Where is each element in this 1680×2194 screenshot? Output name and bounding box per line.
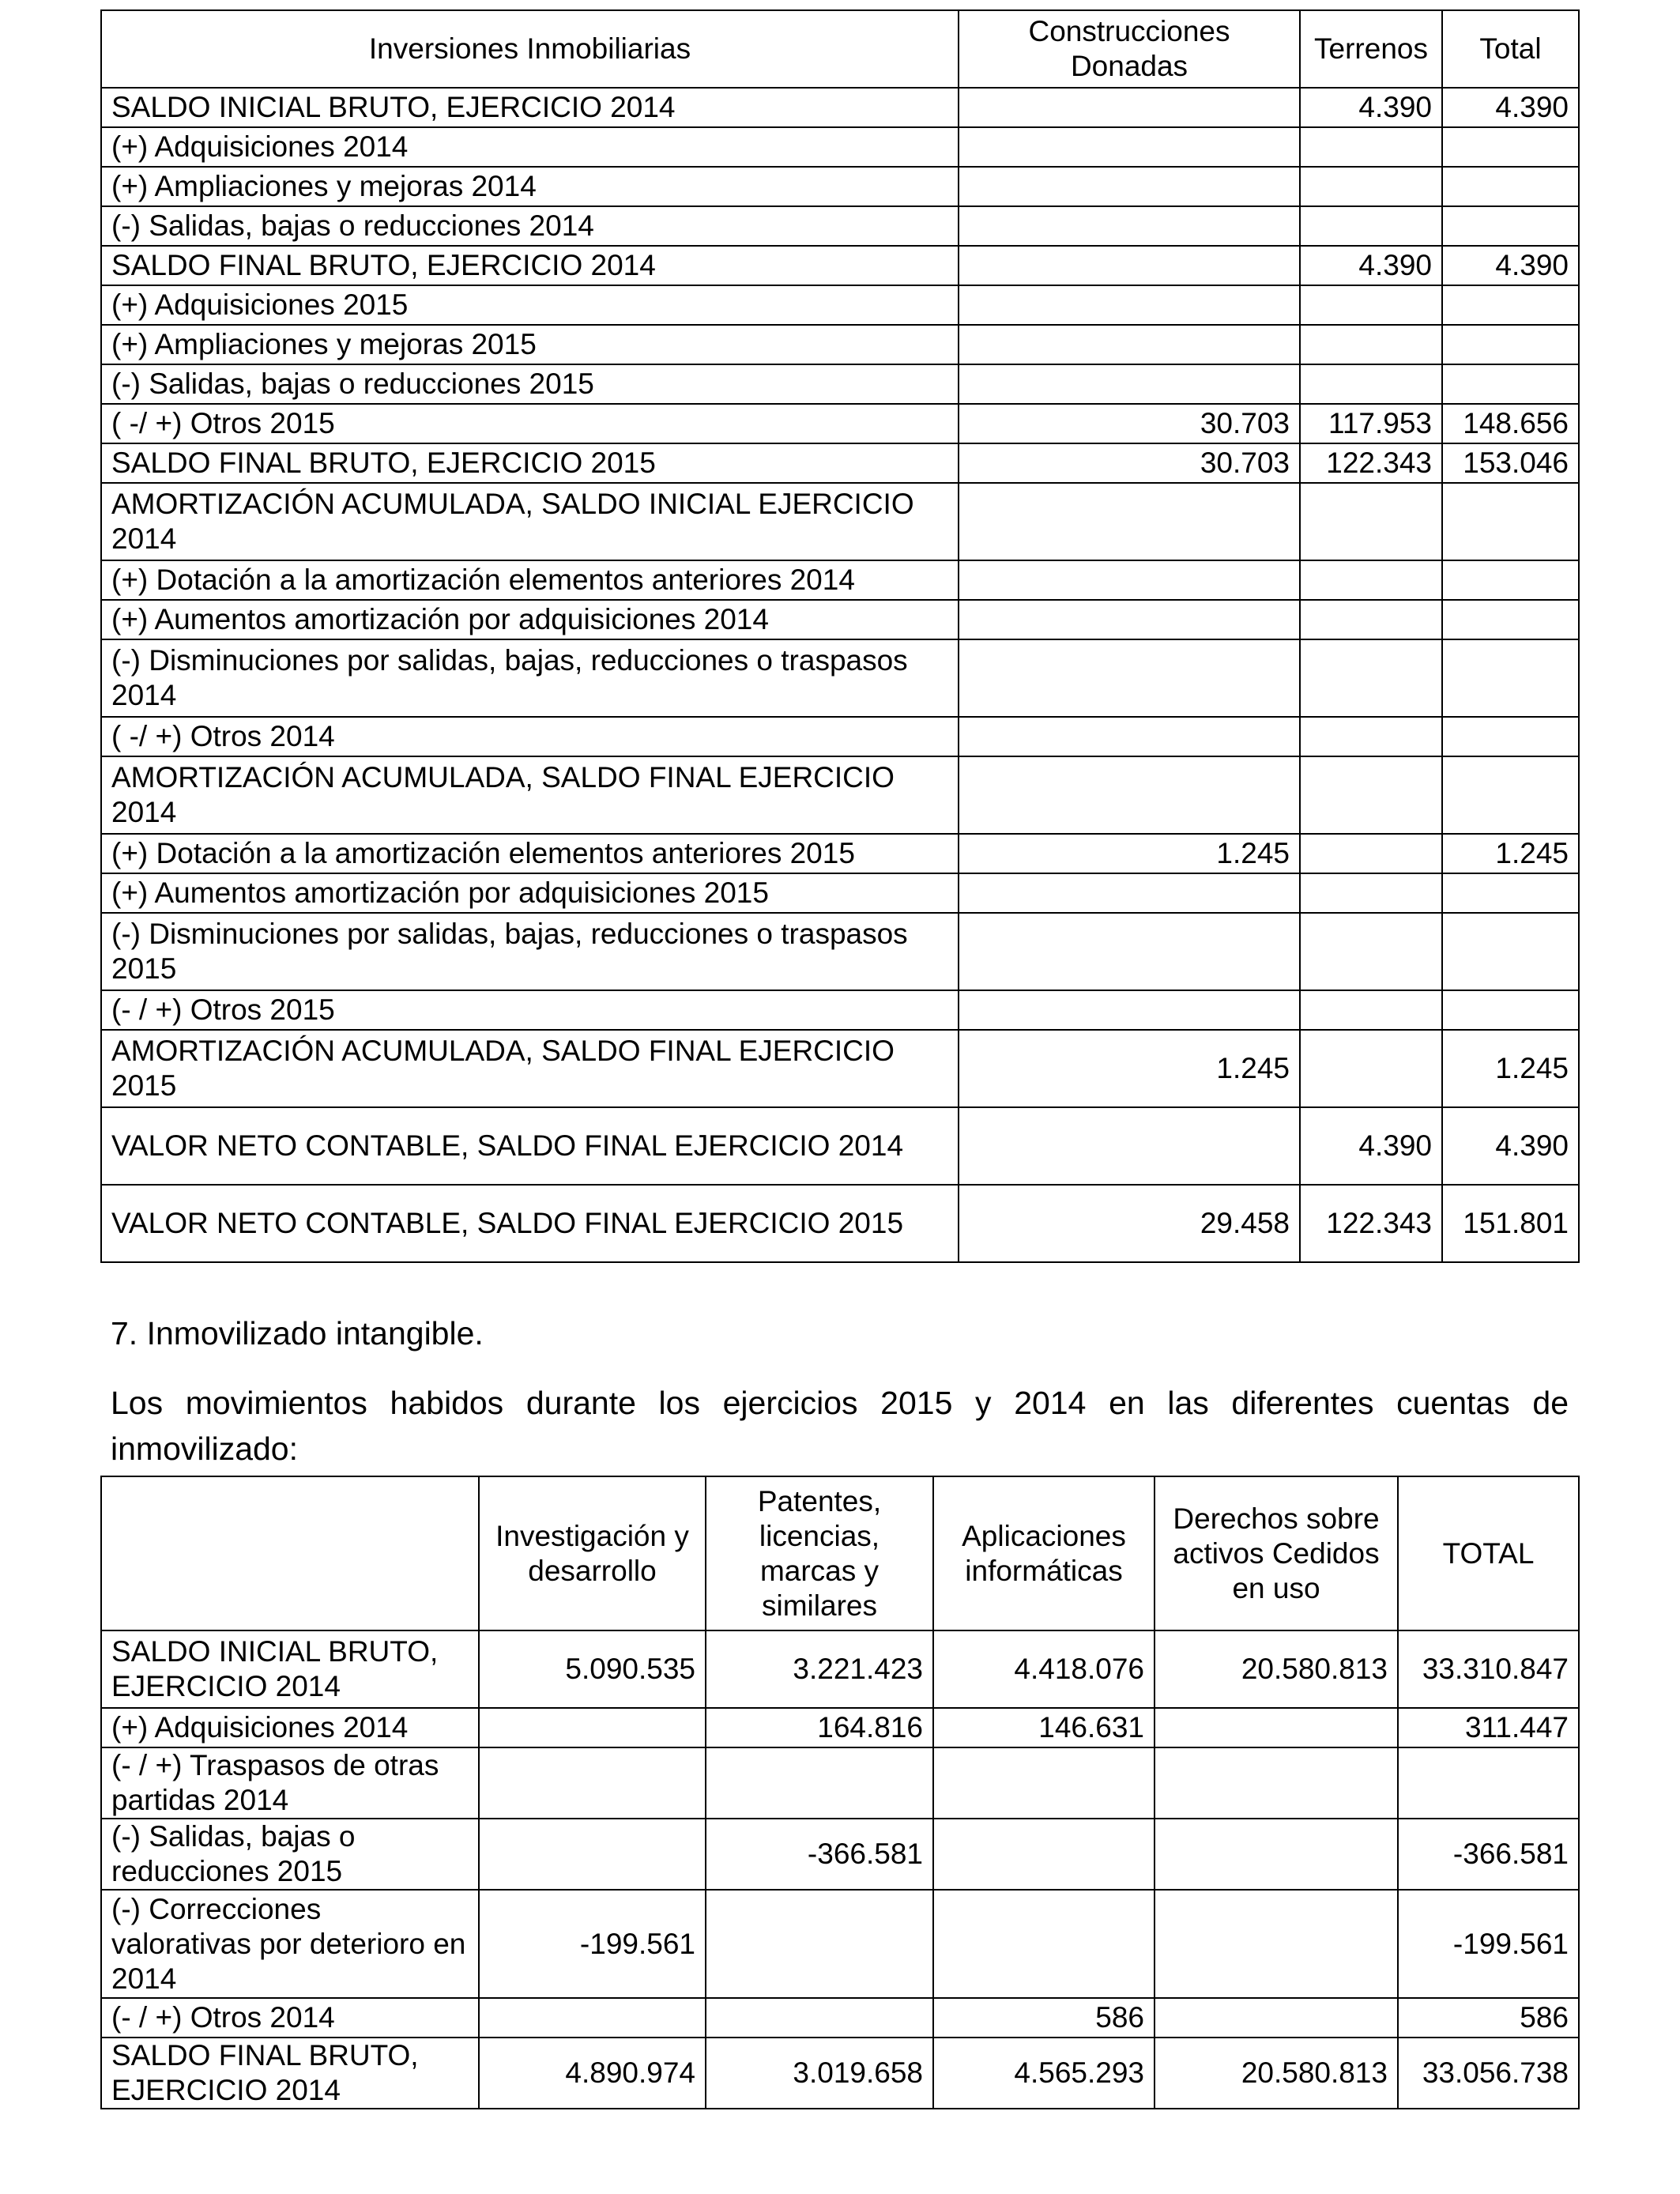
cell-value: [959, 756, 1300, 834]
column-header: TOTAL: [1398, 1476, 1579, 1630]
cell-value: [959, 285, 1300, 325]
cell-value: [1300, 364, 1442, 404]
cell-value: [1300, 756, 1442, 834]
cell-value: [959, 88, 1300, 127]
cell-value: [1300, 325, 1442, 364]
row-label: ( -/ +) Otros 2015: [101, 404, 959, 443]
table-row: [101, 1630, 1579, 1708]
cell-value: [1300, 913, 1442, 990]
cell-value: [1300, 127, 1442, 167]
cell-value: 4.418.076: [933, 1630, 1155, 1708]
cell-value: 33.310.847: [1398, 1630, 1579, 1708]
cell-value: 1.245: [959, 834, 1300, 873]
column-header: Construcciones Donadas: [959, 10, 1300, 88]
table-row: [101, 127, 1579, 167]
cell-value: 1.245: [959, 1030, 1300, 1107]
row-label: (-) Disminuciones por salidas, bajas, reducciones o traspasos 2015: [101, 913, 959, 990]
row-label: (+) Aumentos amortización por adquisiciones 2015: [101, 873, 959, 913]
cell-value: 153.046: [1442, 443, 1579, 483]
cell-value: 4.390: [1300, 1107, 1442, 1185]
cell-value: [706, 1747, 933, 1819]
cell-value: 122.343: [1300, 443, 1442, 483]
intangible-assets-table: [100, 1476, 1580, 2109]
cell-value: [933, 1890, 1155, 1998]
investment-property-table: [100, 9, 1580, 1263]
column-header: Derechos sobre activos Cedidos en uso: [1155, 1476, 1398, 1630]
cell-value: [1155, 1708, 1398, 1747]
cell-value: [959, 639, 1300, 717]
cell-value: [1300, 483, 1442, 560]
table-row: [101, 1747, 1579, 1819]
row-label: (+) Adquisiciones 2014: [101, 127, 959, 167]
cell-value: [479, 1819, 706, 1890]
cell-value: [1398, 1747, 1579, 1819]
cell-value: 3.019.658: [706, 2038, 933, 2109]
cell-value: [1300, 560, 1442, 600]
cell-value: [1442, 483, 1579, 560]
cell-value: 1.245: [1442, 1030, 1579, 1107]
cell-value: [1300, 717, 1442, 756]
cell-value: 1.245: [1442, 834, 1579, 873]
section-paragraph: Los movimientos habidos durante los ejercicios 2015 y 2014 en las diferentes cuentas de inmovilizado:: [111, 1385, 1569, 1467]
cell-value: [706, 1890, 933, 1998]
cell-value: -199.561: [479, 1890, 706, 1998]
column-header: [101, 1476, 479, 1630]
table-row: [101, 483, 1579, 560]
cell-value: 4.390: [1442, 246, 1579, 285]
cell-value: 4.390: [1442, 1107, 1579, 1185]
row-label: SALDO INICIAL BRUTO, EJERCICIO 2014: [101, 88, 959, 127]
table-row: [101, 1030, 1579, 1107]
cell-value: [1442, 873, 1579, 913]
cell-value: 5.090.535: [479, 1630, 706, 1708]
cell-value: -199.561: [1398, 1890, 1579, 1998]
cell-value: 4.565.293: [933, 2038, 1155, 2109]
column-header: Total: [1442, 10, 1579, 88]
table-row: [101, 990, 1579, 1030]
row-label: (+) Dotación a la amortización elementos anteriores 2014: [101, 560, 959, 600]
row-label: SALDO FINAL BRUTO, EJERCICIO 2014: [101, 2038, 479, 2109]
table-row: [101, 167, 1579, 206]
cell-value: [1442, 990, 1579, 1030]
cell-value: [1155, 1890, 1398, 1998]
table-row: [101, 364, 1579, 404]
table-row: [101, 404, 1579, 443]
cell-value: -366.581: [1398, 1819, 1579, 1890]
table-row: [101, 325, 1579, 364]
table-row: [101, 88, 1579, 127]
table-row: [101, 873, 1579, 913]
row-label: AMORTIZACIÓN ACUMULADA, SALDO FINAL EJERCICIO 2014: [101, 756, 959, 834]
cell-value: 20.580.813: [1155, 2038, 1398, 2109]
section-heading: 7. Inmovilizado intangible.: [111, 1315, 484, 1351]
cell-value: [959, 873, 1300, 913]
row-label: (- / +) Otros 2014: [101, 1998, 479, 2038]
row-label: SALDO FINAL BRUTO, EJERCICIO 2015: [101, 443, 959, 483]
row-label: (+) Aumentos amortización por adquisiciones 2014: [101, 600, 959, 639]
cell-value: 30.703: [959, 404, 1300, 443]
cell-value: [1442, 127, 1579, 167]
row-label: (+) Adquisiciones 2014: [101, 1708, 479, 1747]
cell-value: 146.631: [933, 1708, 1155, 1747]
table-row: [101, 639, 1579, 717]
cell-value: [959, 167, 1300, 206]
cell-value: [933, 1747, 1155, 1819]
cell-value: [959, 206, 1300, 246]
cell-value: [706, 1998, 933, 2038]
table-row: [101, 246, 1579, 285]
cell-value: [479, 1998, 706, 2038]
row-label: (- / +) Traspasos de otras partidas 2014: [101, 1747, 479, 1819]
table-row: [101, 1998, 1579, 2038]
cell-value: [959, 913, 1300, 990]
cell-value: [1442, 913, 1579, 990]
cell-value: [1300, 873, 1442, 913]
row-label: (-) Disminuciones por salidas, bajas, reducciones o traspasos 2014: [101, 639, 959, 717]
row-label: SALDO FINAL BRUTO, EJERCICIO 2014: [101, 246, 959, 285]
cell-value: 148.656: [1442, 404, 1579, 443]
cell-value: [959, 483, 1300, 560]
table-header-row: [101, 10, 1579, 88]
row-label: (+) Dotación a la amortización elementos anteriores 2015: [101, 834, 959, 873]
row-label: (-) Salidas, bajas o reducciones 2014: [101, 206, 959, 246]
column-header: Terrenos: [1300, 10, 1442, 88]
cell-value: [959, 600, 1300, 639]
row-label: VALOR NETO CONTABLE, SALDO FINAL EJERCICIO 2014: [101, 1107, 959, 1185]
cell-value: 164.816: [706, 1708, 933, 1747]
cell-value: 586: [933, 1998, 1155, 2038]
row-label: (-) Salidas, bajas o reducciones 2015: [101, 1819, 479, 1890]
table-row: [101, 285, 1579, 325]
row-label: (- / +) Otros 2015: [101, 990, 959, 1030]
cell-value: 29.458: [959, 1185, 1300, 1262]
table-row: [101, 913, 1579, 990]
table-row: [101, 560, 1579, 600]
table-row: [101, 756, 1579, 834]
cell-value: [1300, 990, 1442, 1030]
cell-value: [1442, 560, 1579, 600]
cell-value: 4.390: [1300, 88, 1442, 127]
row-label: AMORTIZACIÓN ACUMULADA, SALDO INICIAL EJERCICIO 2014: [101, 483, 959, 560]
row-label: (-) Correcciones valorativas por deterioro en 2014: [101, 1890, 479, 1998]
table-row: [101, 717, 1579, 756]
cell-value: [1442, 639, 1579, 717]
table-header-row: [101, 1476, 1579, 1630]
row-label: VALOR NETO CONTABLE, SALDO FINAL EJERCICIO 2015: [101, 1185, 959, 1262]
table-row: [101, 600, 1579, 639]
cell-value: [1442, 364, 1579, 404]
row-label: (+) Ampliaciones y mejoras 2014: [101, 167, 959, 206]
cell-value: [479, 1747, 706, 1819]
cell-value: 311.447: [1398, 1708, 1579, 1747]
table-row: [101, 2038, 1579, 2109]
row-label: SALDO INICIAL BRUTO, EJERCICIO 2014: [101, 1630, 479, 1708]
row-label: (+) Adquisiciones 2015: [101, 285, 959, 325]
cell-value: [1442, 717, 1579, 756]
cell-value: 30.703: [959, 443, 1300, 483]
table-row: [101, 1107, 1579, 1185]
cell-value: [1155, 1998, 1398, 2038]
cell-value: [479, 1708, 706, 1747]
cell-value: [959, 246, 1300, 285]
cell-value: 4.390: [1442, 88, 1579, 127]
cell-value: [1300, 285, 1442, 325]
cell-value: 20.580.813: [1155, 1630, 1398, 1708]
cell-value: [1442, 600, 1579, 639]
cell-value: [1300, 167, 1442, 206]
cell-value: [1300, 1030, 1442, 1107]
cell-value: [1442, 325, 1579, 364]
cell-value: [1442, 756, 1579, 834]
cell-value: 3.221.423: [706, 1630, 933, 1708]
cell-value: [959, 325, 1300, 364]
column-header: Inversiones Inmobiliarias: [101, 10, 959, 88]
cell-value: [959, 1107, 1300, 1185]
cell-value: 586: [1398, 1998, 1579, 2038]
cell-value: [1300, 206, 1442, 246]
column-header: Investigación y desarrollo: [479, 1476, 706, 1630]
row-label: ( -/ +) Otros 2014: [101, 717, 959, 756]
cell-value: [1442, 285, 1579, 325]
cell-value: [1442, 167, 1579, 206]
row-label: (-) Salidas, bajas o reducciones 2015: [101, 364, 959, 404]
column-header: Aplicaciones informáticas: [933, 1476, 1155, 1630]
cell-value: [1155, 1819, 1398, 1890]
cell-value: [1300, 834, 1442, 873]
table-row: [101, 206, 1579, 246]
table-row: [101, 1890, 1579, 1998]
cell-value: [959, 717, 1300, 756]
column-header: Patentes, licencias, marcas y similares: [706, 1476, 933, 1630]
cell-value: [1300, 600, 1442, 639]
cell-value: [959, 364, 1300, 404]
table-row: [101, 834, 1579, 873]
cell-value: 151.801: [1442, 1185, 1579, 1262]
cell-value: [1155, 1747, 1398, 1819]
cell-value: [959, 127, 1300, 167]
table-row: [101, 1819, 1579, 1890]
cell-value: [1442, 206, 1579, 246]
cell-value: 33.056.738: [1398, 2038, 1579, 2109]
cell-value: [933, 1819, 1155, 1890]
cell-value: [959, 560, 1300, 600]
cell-value: 122.343: [1300, 1185, 1442, 1262]
cell-value: 4.390: [1300, 246, 1442, 285]
cell-value: 4.890.974: [479, 2038, 706, 2109]
cell-value: 117.953: [1300, 404, 1442, 443]
table-row: [101, 443, 1579, 483]
cell-value: -366.581: [706, 1819, 933, 1890]
table-row: [101, 1185, 1579, 1262]
cell-value: [1300, 639, 1442, 717]
cell-value: [959, 990, 1300, 1030]
row-label: AMORTIZACIÓN ACUMULADA, SALDO FINAL EJERCICIO 2015: [101, 1030, 959, 1107]
table-row: [101, 1708, 1579, 1747]
row-label: (+) Ampliaciones y mejoras 2015: [101, 325, 959, 364]
